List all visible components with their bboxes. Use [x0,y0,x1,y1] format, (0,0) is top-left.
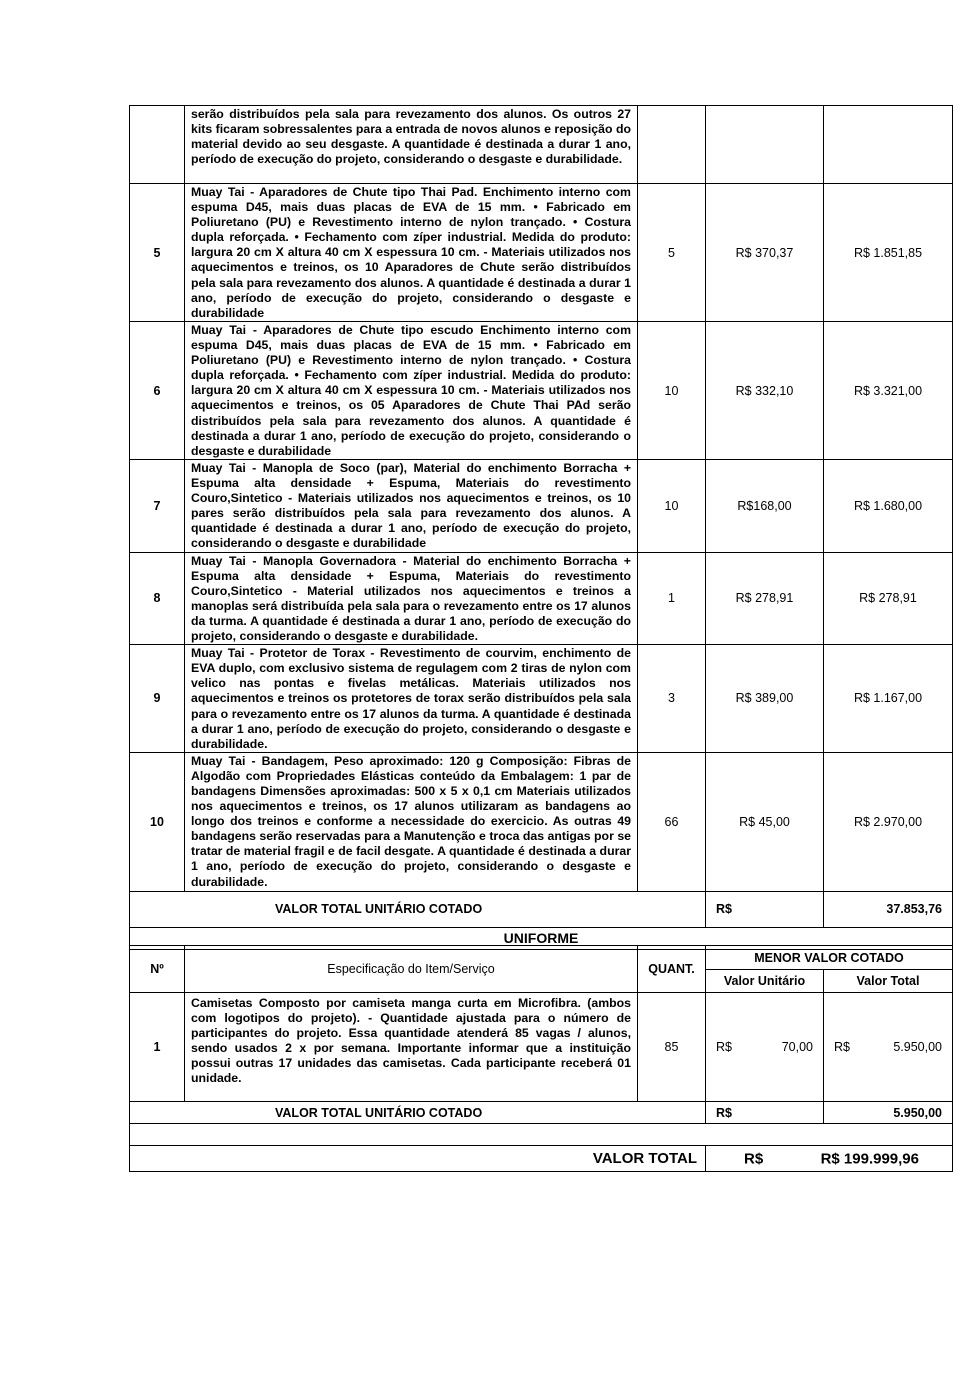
header-quantity: QUANT. [638,946,706,993]
unit-currency: R$ [716,1040,732,1054]
header-total-value: Valor Total [824,970,953,993]
header-lowest-value: MENOR VALOR COTADO [706,946,953,970]
item-quantity: 3 [638,645,706,753]
item-number: 9 [130,645,185,753]
item-unit-value: R$168,00 [706,460,824,553]
subtotal-value: 37.853,76 [886,902,942,917]
budget-table [129,105,953,950]
table-row [130,106,953,184]
item-specification: Muay Tai - Manopla Governadora - Material do enchimento Borracha + Espuma alta densidade + Espuma, Materiais do revestimento Couro,Sintetico - Material utilizados nos aquecimentos e treinos a manoplas será distribuída pela sala para o revezamento entre os 17 alunos da turma. A quantidade é destinada a durar 1 ano, período de execução do projeto, considerando o desgaste e durabilidade. [185,552,638,645]
subtotal-row [130,1102,953,1124]
item-unit-value: R$ 370,37 [706,184,824,322]
item-quantity: 85 [638,993,706,1102]
item-number: 6 [130,322,185,460]
item-specification: Camisetas Composto por camiseta manga curta em Microfibra. (ambos com logotipos do projeto). - Quantidade ajustada para o número de participantes do projeto. Essa quantidade atenderá 85 vagas / alunos, sendo usados 2 x por semana. Importante informar que a instituição possui outras 17 unidades das camisetas. Cada participante receberá 01 unidade. [185,993,638,1102]
item-total-value: R$ 278,91 [824,552,953,645]
item-specification: Muay Tai - Aparadores de Chute tipo escudo Enchimento interno com espuma D45, mais duas placas de EVA de 15 mm. • Fabricado em Poliuretano (PU) e Revestimento interno de nylon trançado. • Costura dupla reforçada. • Fechamento com zíper industrial. Medida do produto: largura 20 cm X altura 40 cm X espessura 10 cm. - Materiais utilizados nos aquecimentos e treinos, os 05 Aparadores de Chute Thai PAd serão distribuídos pela sala para revezamento dos alunos. A quantidade é destinada a durar 1 ano, período de execução do projeto, considerando o desgaste e durabilidade [185,322,638,460]
item-total-value: R$ 2.970,00 [824,752,953,891]
item-unit-value: R$ 45,00 [706,752,824,891]
item-total-value: R$ 1.167,00 [824,645,953,753]
table-row [130,645,953,753]
item-specification: Muay Tai - Bandagem, Peso aproximado: 120 g Composição: Fibras de Algodão com Propriedades Elásticas conteúdo da Embalagem: 1 par de bandagens Dimensões aproximadas: 500 x 5 x 0,1 cm Materiais utilizados nos aquecimentos e treinos, os 17 alunos utilizaram as bandagens ao longo dos treinos e conforme a necessidade do exercicio. As outras 49 bandagens serão reservadas para a Manutenção e troca das antigas por se tratar de material fragil e de facil desgate. A quantidade é destinada a durar 1 ano, período de execução do projeto, considerando o desgaste e durabilidade. [185,752,638,891]
item-number: 1 [130,993,185,1102]
item-number: 5 [130,184,185,322]
table-row [130,752,953,891]
item-specification: Muay Tai - Manopla de Soco (par), Material do enchimento Borracha + Espuma alta densidade + Espuma, Materiais do revestimento Couro,Sintetico - Materiais utilizados nos aquecimentos e treinos, os 10 pares serão distribuídos pela sala para revezamento dos alunos. A quantidade é destinada a durar 1 ano, período de execução do projeto, considerando o desgaste e durabilidade [185,460,638,553]
item-total-value: R$ 3.321,00 [824,322,953,460]
grand-total-value: R$ 199.999,96 [820,1150,919,1167]
item-unit-value [706,106,824,184]
item-quantity: 66 [638,752,706,891]
table-row [130,460,953,553]
item-quantity: 10 [638,322,706,460]
item-total-value [824,106,953,184]
subtotal-label: VALOR TOTAL UNITÁRIO COTADO [130,891,706,927]
uniform-table [129,945,953,1172]
subtotal-value: 5.950,00 [824,1102,953,1124]
subtotal-amount [716,891,953,927]
item-unit-value: R$ 278,91 [706,552,824,645]
grand-total-row [130,1146,953,1172]
empty-row [130,1124,953,1146]
subtotal-currency: R$ [716,902,732,917]
header-number: Nº [130,946,185,993]
total-amount: 5.950,00 [893,1040,942,1054]
item-unit-value [706,993,824,1102]
item-specification: Muay Tai - Aparadores de Chute tipo Thai Pad. Enchimento interno com espuma D45, mais duas placas de EVA de 15 mm. • Fabricado em Poliuretano (PU) e Revestimento interno de nylon trançado. • Costura dupla reforçada. • Fechamento com zíper industrial. Medida do produto: largura 20 cm X altura 40 cm X espessura 10 cm. - Materiais utilizados nos aquecimentos e treinos, os 10 Aparadores de Chute serão distribuídos pela sala para revezamento dos alunos. A quantidade é destinada a durar 1 ano, período de execução do projeto, considerando o desgaste e durabilidade [185,184,638,322]
header-row [130,946,953,970]
item-quantity [638,106,706,184]
grand-total-label: VALOR TOTAL [130,1146,706,1172]
subtotal-currency: R$ [706,1102,824,1124]
item-total-value [824,993,953,1102]
item-specification: serão distribuídos pela sala para revezamento dos alunos. Os outros 27 kits ficaram sobressalentes para a entrada de novos alunos e reposição do material devido ao seu desgaste. A quantidade é destinada a durar 1 ano, período de execução do projeto, considerando o desgaste e durabilidade. [185,106,638,184]
item-number: 8 [130,552,185,645]
item-total-value: R$ 1.680,00 [824,460,953,553]
item-quantity: 10 [638,460,706,553]
grand-total-amount [706,1146,953,1172]
subtotal-label: VALOR TOTAL UNITÁRIO COTADO [130,1102,706,1124]
table-row [130,552,953,645]
table-row [130,993,953,1102]
table-row [130,184,953,322]
section-title: UNIFORME [130,927,953,949]
item-quantity: 1 [638,552,706,645]
item-number [130,106,185,184]
item-specification: Muay Tai - Protetor de Torax - Revestimento de courvim, enchimento de EVA duplo, com exclusivo sistema de regulagem com 2 tiras de nylon com velico nas pontas e fivelas metálicas. Materiais utilizados nos aquecimentos e treinos os protetores de torax serão distribuídos pela sala para o revezamento entre os 17 alunos da turma. A quantidade é destinada a durar 1 ano, período de execução do projeto, considerando o desgaste e durabilidade. [185,645,638,753]
item-total-value: R$ 1.851,85 [824,184,953,322]
table-row [130,322,953,460]
item-unit-value: R$ 389,00 [706,645,824,753]
header-specification: Especificação do Item/Serviço [185,946,638,993]
total-currency: R$ [834,1040,850,1054]
header-unit-value: Valor Unitário [706,970,824,993]
item-number: 10 [130,752,185,891]
grand-total-currency: R$ [744,1150,764,1167]
item-quantity: 5 [638,184,706,322]
item-number: 7 [130,460,185,553]
unit-amount: 70,00 [781,1040,813,1054]
subtotal-row [130,891,953,927]
item-unit-value: R$ 332,10 [706,322,824,460]
empty-cell [130,1124,953,1146]
